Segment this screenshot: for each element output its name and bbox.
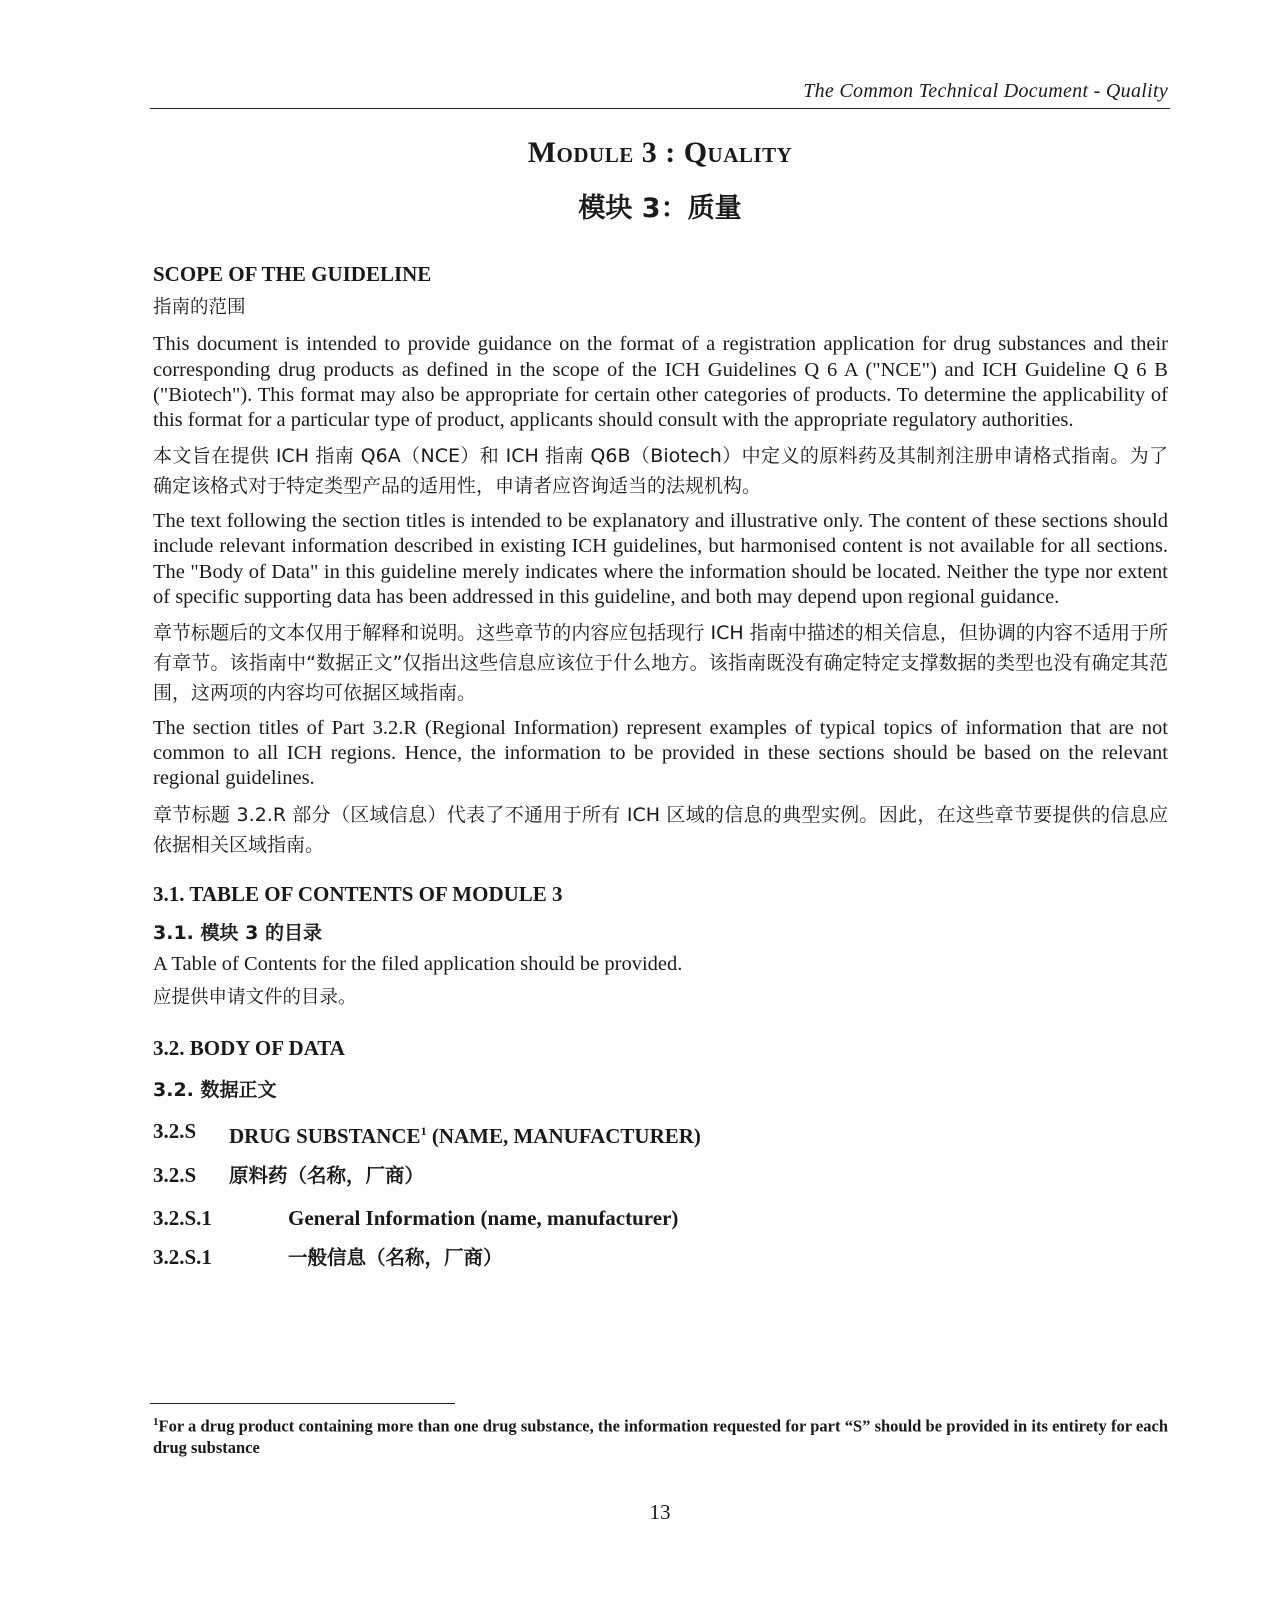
scope-paragraph-3: The section titles of Part 3.2.R (Regional Information) represent examples of typical topics of information that are not common to all ICH regions. Hence, the information to be provided in these sections should be based on the relevant regional guidelines.	[153, 717, 1168, 790]
footnote-mark: 1	[153, 1416, 159, 1428]
body-of-data-heading-cn: 3.2. 数据正文	[153, 1078, 277, 1101]
footnote-reference: 1	[420, 1123, 427, 1138]
running-header: The Common Technical Document - Quality	[803, 80, 1168, 102]
body-of-data-heading: 3.2. BODY OF DATA	[153, 1036, 345, 1061]
drug-substance-heading-cn	[153, 1163, 1168, 1188]
general-info-heading-cn	[153, 1245, 1168, 1270]
toc-heading-cn: 3.1. 模块 3 的目录	[153, 921, 322, 944]
scope-heading: SCOPE OF THE GUIDELINE	[153, 262, 432, 286]
drug-substance-heading	[153, 1119, 1168, 1149]
section-title-cn: 一般信息（名称，厂商）	[288, 1246, 503, 1270]
toc-heading: 3.1. TABLE OF CONTENTS OF MODULE 3	[153, 881, 563, 906]
section-title: General Information (name, manufacturer)	[288, 1206, 679, 1231]
section-title	[229, 1119, 701, 1149]
section-number: 3.2.S	[153, 1118, 197, 1143]
section-number: 3.2.S	[153, 1163, 197, 1188]
scope-paragraph-1: This document is intended to provide guidance on the format of a registration application for drug substances and their corresponding drug products as defined in the scope of the ICH Guidelines Q 6 A ("NCE") and ICH Guideline Q 6 B ("Biotech"). This format may also be appropriate for certain other categories of products. To determine the applicability of this format for a particular type of product, applicants should consult with the appropriate regulatory authorities.	[153, 333, 1168, 432]
scope-heading-cn: 指南的范围	[153, 297, 246, 319]
section-number: 3.2.S.1	[153, 1245, 212, 1270]
section-title-main: DRUG SUBSTANCE	[229, 1123, 421, 1148]
section-title-cn: 原料药（名称，厂商）	[229, 1164, 425, 1188]
toc-text: A Table of Contents for the filed application should be provided.	[153, 953, 683, 976]
section-number: 3.2.S.1	[153, 1206, 212, 1231]
general-info-heading	[153, 1206, 1168, 1231]
scope-paragraph-2: The text following the section titles is intended to be explanatory and illustrative only. The content of these sections should include relevant information described in existing ICH guidelines, but harmonised content is not available for all sections. The "Body of Data" in this guideline merely indicates where the information should be located. Neither the type nor extent of specific supporting data has been addressed in this guideline, and both may depend upon regional guidance.	[153, 510, 1168, 608]
module-title: Module 3 : Quality	[527, 136, 793, 169]
footnote-rule	[150, 1403, 455, 1404]
footnote-text: For a drug product containing more than one drug substance, the information requested for part “S” should be provided in its entirety for each drug substance	[153, 1416, 1168, 1457]
page-number: 13	[649, 1500, 671, 1524]
scope-paragraph-1-cn: 本文旨在提供 ICH 指南 Q6A（NCE）和 ICH 指南 Q6B（Biotech）中定义的原料药及其制剂注册申请格式指南。为了确定该格式对于特定类型产品的适用性，申请者应咨询适当的法规机构。	[153, 445, 1168, 498]
module-title-cn: 模块 3：质量	[578, 193, 742, 224]
header-rule	[150, 108, 1170, 109]
toc-text-cn: 应提供申请文件的目录。	[153, 987, 357, 1009]
scope-paragraph-2-cn: 章节标题后的文本仅用于解释和说明。这些章节的内容应包括现行 ICH 指南中描述的相关信息，但协调的内容不适用于所有章节。该指南中“数据正文”仅指出这些信息应该位于什么地方。该指南既没有确定特定支撑数据的类型也没有确定其范围，这两项的内容均可依据区域指南。	[153, 622, 1168, 705]
section-title-rest: (NAME, MANUFACTURER)	[426, 1123, 701, 1148]
footnote	[153, 1412, 1168, 1458]
main-content	[153, 262, 1168, 1271]
scope-paragraph-3-cn: 章节标题 3.2.R 部分（区域信息）代表了不通用于所有 ICH 区域的信息的典型实例。因此，在这些章节要提供的信息应依据相关区域指南。	[153, 803, 1168, 856]
